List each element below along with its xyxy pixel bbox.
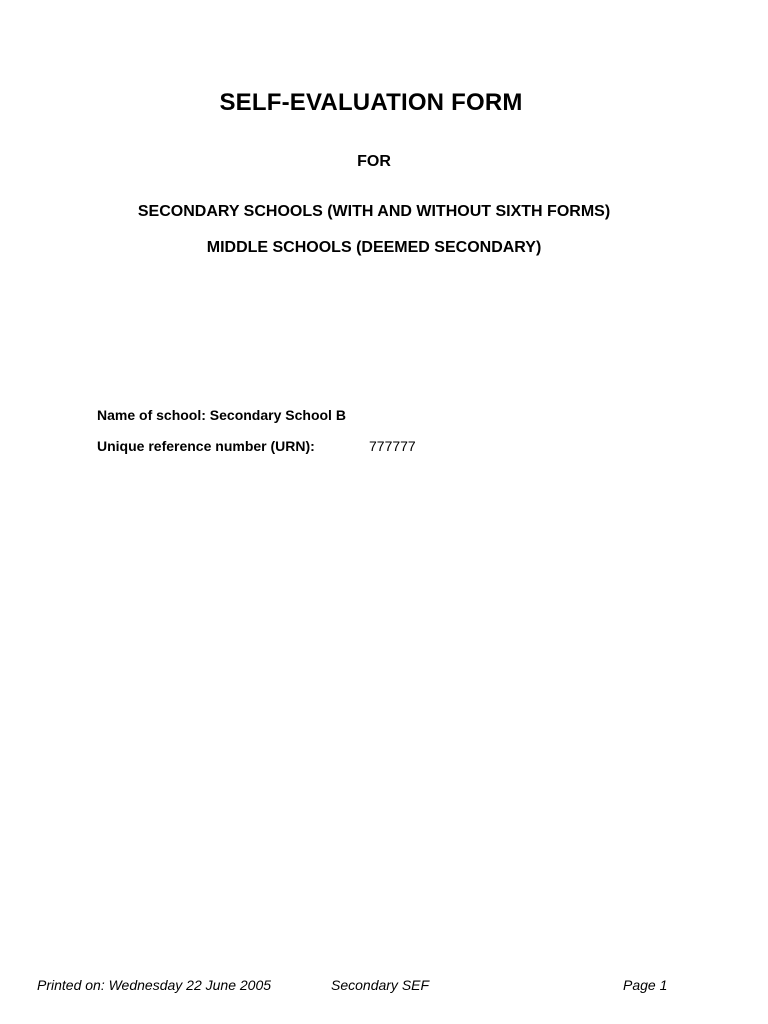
footer-document-name: Secondary SEF: [331, 977, 430, 993]
page-title: SELF-EVALUATION FORM: [219, 89, 523, 116]
footer-page-number: Page 1: [623, 977, 668, 993]
school-name-line: Name of school: Secondary School B: [97, 407, 346, 423]
urn-value: 777777: [369, 438, 416, 454]
for-label: FOR: [357, 153, 391, 170]
urn-label: Unique reference number (URN):: [97, 438, 315, 454]
footer-printed-date: Printed on: Wednesday 22 June 2005: [37, 977, 272, 993]
subtitle-secondary-schools: SECONDARY SCHOOLS (WITH AND WITHOUT SIXTH FORMS): [137, 203, 611, 220]
subtitle-middle-schools: MIDDLE SCHOOLS (DEEMED SECONDARY): [206, 239, 542, 256]
